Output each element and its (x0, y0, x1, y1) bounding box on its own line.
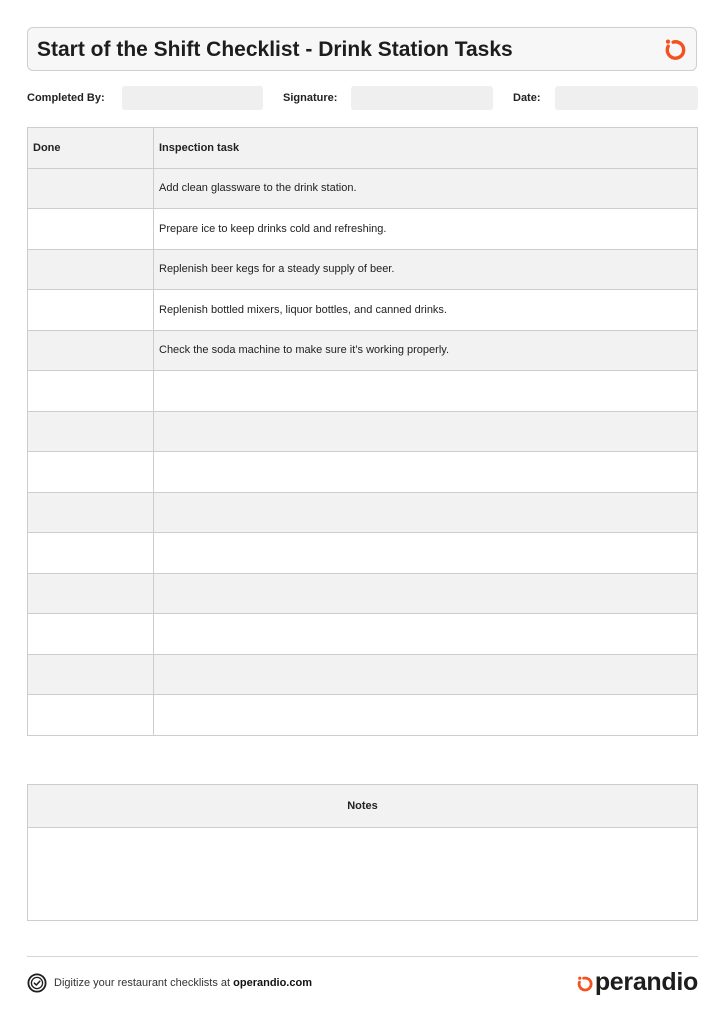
footer-prefix: Digitize your restaurant checklists at (54, 977, 234, 989)
done-cell[interactable] (28, 411, 154, 452)
signature-label: Signature: (283, 92, 338, 104)
table-row (28, 371, 698, 412)
done-cell[interactable] (28, 492, 154, 533)
table-row (28, 654, 698, 695)
notes-heading: Notes (28, 785, 697, 828)
date-label: Date: (513, 92, 541, 104)
date-field[interactable] (555, 86, 698, 110)
task-cell[interactable] (154, 492, 698, 533)
brand-logo (576, 966, 698, 998)
done-cell[interactable] (28, 330, 154, 371)
operandio-mark-icon (576, 975, 594, 993)
table-header-row (28, 128, 698, 169)
task-cell[interactable] (154, 654, 698, 695)
completed-by-field[interactable] (122, 86, 263, 110)
task-cell[interactable] (154, 695, 698, 736)
done-cell[interactable] (28, 654, 154, 695)
brand-word: perandio (594, 968, 698, 996)
task-cell[interactable] (154, 533, 698, 574)
task-cell[interactable] (154, 452, 698, 493)
done-cell[interactable] (28, 695, 154, 736)
done-cell[interactable] (28, 371, 154, 412)
task-cell[interactable] (154, 573, 698, 614)
inspection-table (27, 127, 698, 736)
task-cell: Replenish bottled mixers, liquor bottles, and canned drinks. (154, 290, 698, 331)
completed-by-label: Completed By: (27, 92, 105, 104)
table-row (28, 249, 698, 290)
table-row (28, 533, 698, 574)
table-row (28, 209, 698, 250)
table-row (28, 290, 698, 331)
table-row (28, 492, 698, 533)
done-cell[interactable] (28, 290, 154, 331)
footer-divider (27, 956, 698, 957)
page-title: Start of the Shift Checklist - Drink Station Tasks (37, 38, 513, 61)
signature-field[interactable] (351, 86, 493, 110)
operandio-logo-icon (662, 37, 688, 63)
task-cell[interactable] (154, 371, 698, 412)
column-header-done: Done (28, 128, 154, 169)
task-cell: Replenish beer kegs for a steady supply of beer. (154, 249, 698, 290)
table-row (28, 411, 698, 452)
table-row (28, 573, 698, 614)
title-box (27, 27, 697, 71)
table-row (28, 452, 698, 493)
meta-row (27, 86, 698, 110)
done-cell[interactable] (28, 209, 154, 250)
column-header-task: Inspection task (154, 128, 698, 169)
done-cell[interactable] (28, 533, 154, 574)
task-cell[interactable] (154, 411, 698, 452)
task-cell: Prepare ice to keep drinks cold and refreshing. (154, 209, 698, 250)
table-row (28, 695, 698, 736)
done-cell[interactable] (28, 452, 154, 493)
notes-section (27, 784, 698, 921)
task-cell: Add clean glassware to the drink station. (154, 168, 698, 209)
footer-text (54, 975, 312, 991)
done-cell[interactable] (28, 614, 154, 655)
table-row (28, 614, 698, 655)
notes-area[interactable] (28, 828, 697, 921)
done-cell[interactable] (28, 249, 154, 290)
done-cell[interactable] (28, 573, 154, 614)
done-cell[interactable] (28, 168, 154, 209)
table-row (28, 330, 698, 371)
task-cell[interactable] (154, 614, 698, 655)
task-cell: Check the soda machine to make sure it’s working properly. (154, 330, 698, 371)
footer-link[interactable]: operandio.com (233, 977, 312, 989)
table-row (28, 168, 698, 209)
check-circle-icon (27, 973, 47, 993)
